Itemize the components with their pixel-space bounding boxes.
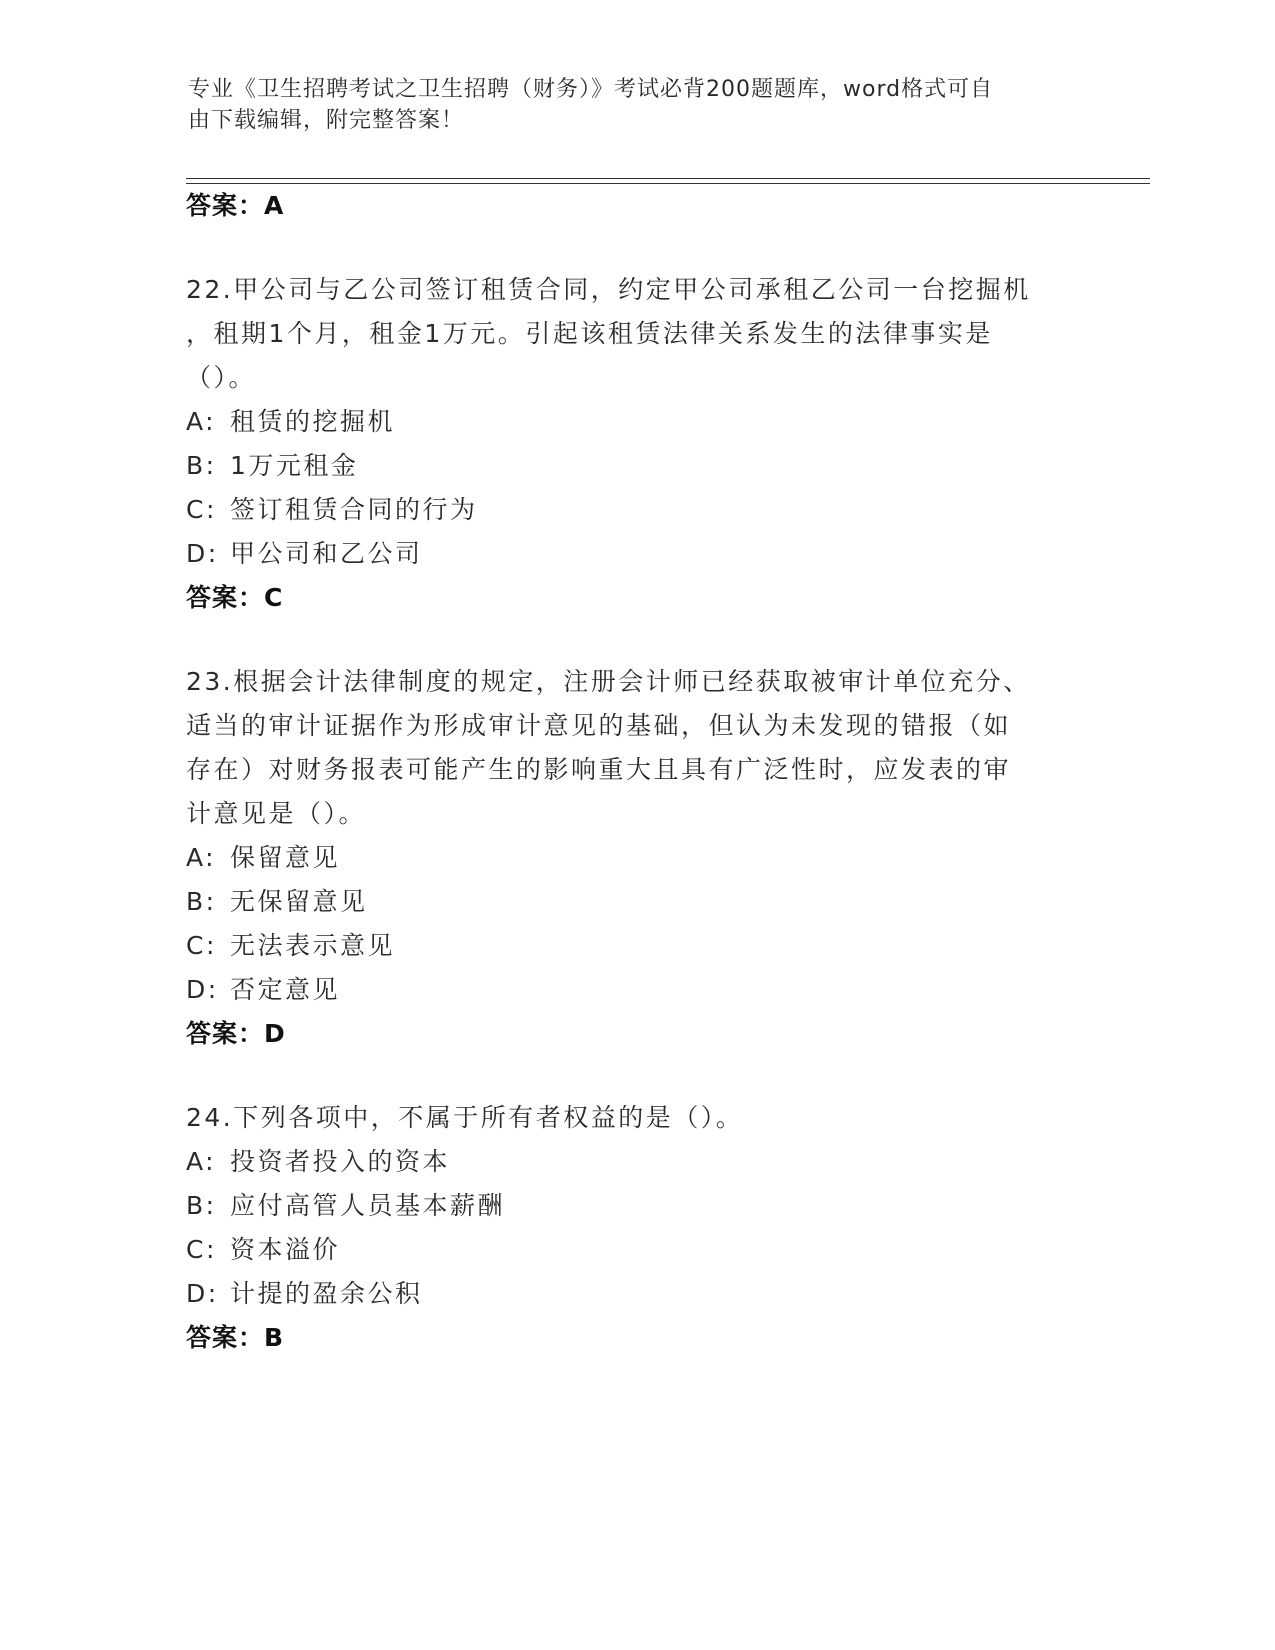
question-23-answer: 答案：D [186, 1019, 286, 1048]
option-text: 无法表示意见 [230, 931, 396, 960]
option-text: 保留意见 [230, 843, 341, 872]
document-header [188, 74, 1068, 136]
option-text: 1万元租金 [230, 451, 359, 480]
header-line-2: 由下载编辑，附完整答案！ [188, 108, 465, 133]
question-24-answer: 答案：B [186, 1323, 285, 1352]
option-text: 无保留意见 [230, 887, 368, 916]
option-letter: D: [186, 1279, 219, 1308]
question-24-option-a [186, 1146, 450, 1178]
header-rule-top [186, 178, 1150, 179]
question-23-line-4: 计意见是（）。 [186, 799, 367, 828]
option-text: 应付高管人员基本薪酬 [230, 1191, 506, 1220]
question-23-option-b [186, 886, 368, 918]
option-text: 租赁的挖掘机 [230, 407, 396, 436]
question-23-line-3: 存在）对财务报表可能产生的影响重大且具有广泛性时，应发表的审 [186, 755, 1012, 784]
question-24-line-1: 24.下列各项中，不属于所有者权益的是（）。 [186, 1103, 744, 1132]
option-letter: C: [186, 931, 217, 960]
option-text: 否定意见 [230, 975, 341, 1004]
option-letter: A: [186, 1147, 217, 1176]
question-22-line-3: （）。 [186, 363, 257, 392]
question-23-option-c [186, 930, 395, 962]
question-23-line-1: 23.根据会计法律制度的规定，注册会计师已经获取被审计单位充分、 [186, 667, 1031, 696]
answer-previous: 答案：A [186, 191, 285, 220]
option-text: 签订租赁合同的行为 [230, 495, 478, 524]
question-22-option-c [186, 494, 478, 526]
question-22-option-a [186, 406, 395, 438]
option-letter: D: [186, 539, 219, 568]
option-letter: B: [186, 451, 217, 480]
question-22-option-b [186, 450, 358, 482]
option-text: 甲公司和乙公司 [230, 539, 423, 568]
question-22-option-d [186, 538, 423, 570]
option-letter: A: [186, 843, 217, 872]
question-24-option-c [186, 1234, 340, 1266]
option-letter: B: [186, 887, 217, 916]
question-22-line-1: 22.甲公司与乙公司签订租赁合同，约定甲公司承租乙公司一台挖掘机 [186, 275, 1031, 304]
question-24-option-d [186, 1278, 423, 1310]
question-22-answer: 答案：C [186, 583, 284, 612]
option-text: 计提的盈余公积 [230, 1279, 423, 1308]
question-24-option-b [186, 1190, 505, 1222]
header-line-1: 专业《卫生招聘考试之卫生招聘（财务）》考试必背200题题库，word格式可自 [188, 77, 994, 102]
option-text: 投资者投入的资本 [230, 1147, 451, 1176]
question-23-option-d [186, 974, 340, 1006]
question-22-line-2: ，租期1个月，租金1万元。引起该租赁法律关系发生的法律事实是 [186, 319, 993, 348]
option-letter: C: [186, 1235, 217, 1264]
option-letter: B: [186, 1191, 217, 1220]
question-23-option-a [186, 842, 340, 874]
option-text: 资本溢价 [230, 1235, 341, 1264]
option-letter: A: [186, 407, 217, 436]
option-letter: D: [186, 975, 219, 1004]
option-letter: C: [186, 495, 217, 524]
header-rule-bottom [186, 183, 1150, 184]
question-23-line-2: 适当的审计证据作为形成审计意见的基础，但认为未发现的错报（如 [186, 711, 1012, 740]
